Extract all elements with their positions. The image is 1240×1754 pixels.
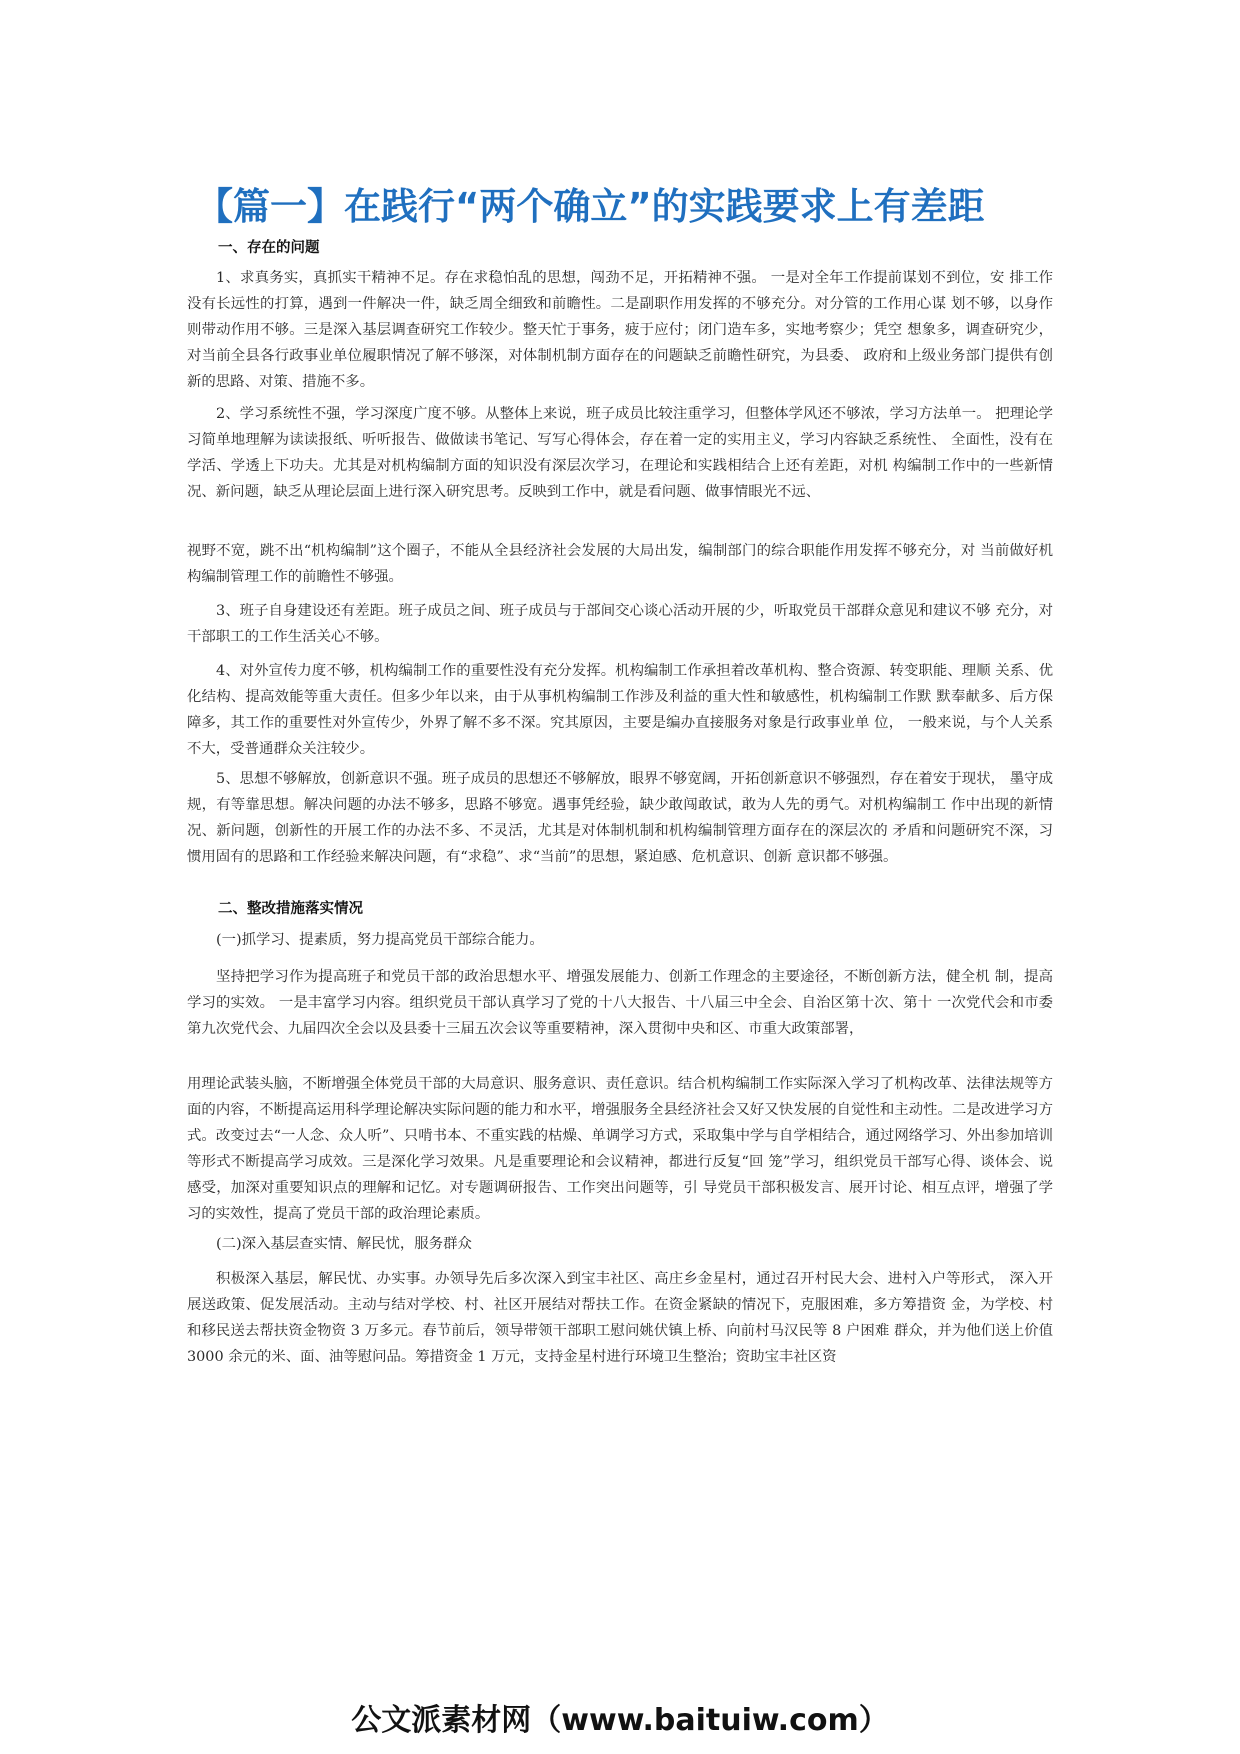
section-heading-rectification: 二、整改措施落实情况 bbox=[218, 901, 363, 917]
paragraph-7: 积极深入基层，解民忧、办实事。办领导先后多次深入到宝丰社区、高庄乡金星村，通过召开村民大会、进村入户等形式， 深入开展送政策、促发展活动。主动与结对学校、村、社区开展结对帮扶工作。在资金紧缺的情况下，克服困难，多方筹措资 金，为学校、村和移民送去帮扶资金物资 3 万多元。春节前后，领导带领干部职工慰问姚伏镇上桥、向前村马汉民等 8 户困难 群众，并为他们送上价值 3000 余元的米、面、油等慰问品。筹措资金 1 万元，支持金星村进行环境卫生整治；资助宝丰社区资 bbox=[187, 1271, 1053, 1365]
paragraph-4: 4、对外宣传力度不够，机构编制工作的重要性没有充分发挥。机构编制工作承担着改革机构、整合资源、转变职能、理顺 关系、优化结构、提高效能等重大责任。但多少年以来，由于从事机构编制工作涉及利益的重大性和敏感性，机构编制工作默 默奉献多、后方保障多，其工作的重要性对外宣传少，外界了解不多不深。究其原因，主要是编办直接服务对象是行政事业单 位， 一般来说，与个人关系不大，受普通群众关注较少。 bbox=[187, 663, 1053, 757]
document-title: 【篇一】在践行“两个确立”的实践要求上有差距 bbox=[196, 185, 985, 228]
paragraph-3: 3、班子自身建设还有差距。班子成员之间、班子成员与于部间交心谈心活动开展的少，听取党员干部群众意见和建议不够 充分，对干部职工的工作生活关心不够。 bbox=[187, 603, 1053, 645]
subheading-2: (二)深入基层查实情、解民忧，服务群众 bbox=[216, 1236, 472, 1252]
paragraph-5: 5、思想不够解放，创新意识不强。班子成员的思想还不够解放，眼界不够宽阔，开拓创新意识不够强烈，存在着安于现状， 墨守成规，有等靠思想。解决问题的办法不够多，思路不够宽。遇事凭经验，缺少敢闯敢试，敢为人先的勇气。对机构编制工 作中出现的新情况、新问题，创新性的开展工作的办法不多、不灵活，尤其是对体制机制和机构编制管理方面存在的深层次的 矛盾和问题研究不深，习惯用固有的思路和工作经验来解决问题，有“求稳”、求“当前”的思想，紧迫感、危机意识、创新 意识都不够强。 bbox=[187, 771, 1053, 865]
paragraph-1: 1、求真务实，真抓实干精神不足。存在求稳怕乱的思想，闯劲不足，开拓精神不强。 一是对全年工作提前谋划不到位，安 排工作没有长远性的打算，遇到一件解决一件，缺乏周全细致和前瞻性。二是副职作用发挥的不够充分。对分管的工作用心谋 划不够，以身作则带动作用不够。三是深入基层调查研究工作较少。整天忙于事务，疲于应付；闭门造车多，实地考察少；凭空 想象多，调查研究少，对当前全县各行政事业单位履职情况了解不够深，对体制机制方面存在的问题缺乏前瞻性研究，为县委、 政府和上级业务部门提供有创新的思路、对策、措施不多。 bbox=[187, 270, 1053, 390]
footer-watermark: 公文派素材网（www.baituiw.com） bbox=[351, 1703, 889, 1738]
paragraph-2-continued: 视野不宽，跳不出“机构编制”这个圈子，不能从全县经济社会发展的大局出发，编制部门的综合职能作用发挥不够充分，对 当前做好机构编制管理工作的前瞻性不够强。 bbox=[187, 543, 1053, 585]
section-heading-problems: 一、存在的问题 bbox=[218, 240, 320, 256]
subheading-1: (一)抓学习、提素质，努力提高党员干部综合能力。 bbox=[216, 932, 544, 948]
paragraph-6: 坚持把学习作为提高班子和党员干部的政治思想水平、增强发展能力、创新工作理念的主要途径，不断创新方法，健全机 制，提高学习的实效。 一是丰富学习内容。组织党员干部认真学习了党的十八大报告、十八届三中全会、自治区第十次、第十 一次党代会和市委第九次党代会、九届四次全会以及县委十三届五次会议等重要精神，深入贯彻中央和区、市重大政策部署， bbox=[187, 969, 1053, 1037]
paragraph-2: 2、学习系统性不强，学习深度广度不够。从整体上来说，班子成员比较注重学习，但整体学风还不够浓，学习方法单一。 把理论学习简单地理解为读读报纸、听听报告、做做读书笔记、写写心得体会，存在着一定的实用主义，学习内容缺乏系统性、 全面性，没有在学活、学透上下功夫。尤其是对机构编制方面的知识没有深层次学习，在理论和实践相结合上还有差距，对机 构编制工作中的一些新情况、新问题，缺乏从理论层面上进行深入研究思考。反映到工作中，就是看问题、做事情眼光不远、 bbox=[187, 406, 1053, 500]
paragraph-6-continued: 用理论武装头脑，不断增强全体党员干部的大局意识、服务意识、责任意识。结合机构编制工作实际深入学习了机构改革、法律法规等方面的内容，不断提高运用科学理论解决实际问题的能力和水平，增强服务全县经济社会又好又快发展的自觉性和主动性。二是改进学习方式。改变过去“一人念、众人听”、只啃书本、不重实践的枯燥、单调学习方式，采取集中学与自学相结合，通过网络学习、外出参加培训等形式不断提高学习成效。三是深化学习效果。凡是重要理论和会议精神，都进行反复“回 笼”学习，组织党员干部写心得、谈体会、说感受，加深对重要知识点的理解和记忆。对专题调研报告、工作突出问题等，引 导党员干部积极发言、展开讨论、相互点评，增强了学习的实效性，提高了党员干部的政治理论素质。 bbox=[187, 1076, 1053, 1222]
